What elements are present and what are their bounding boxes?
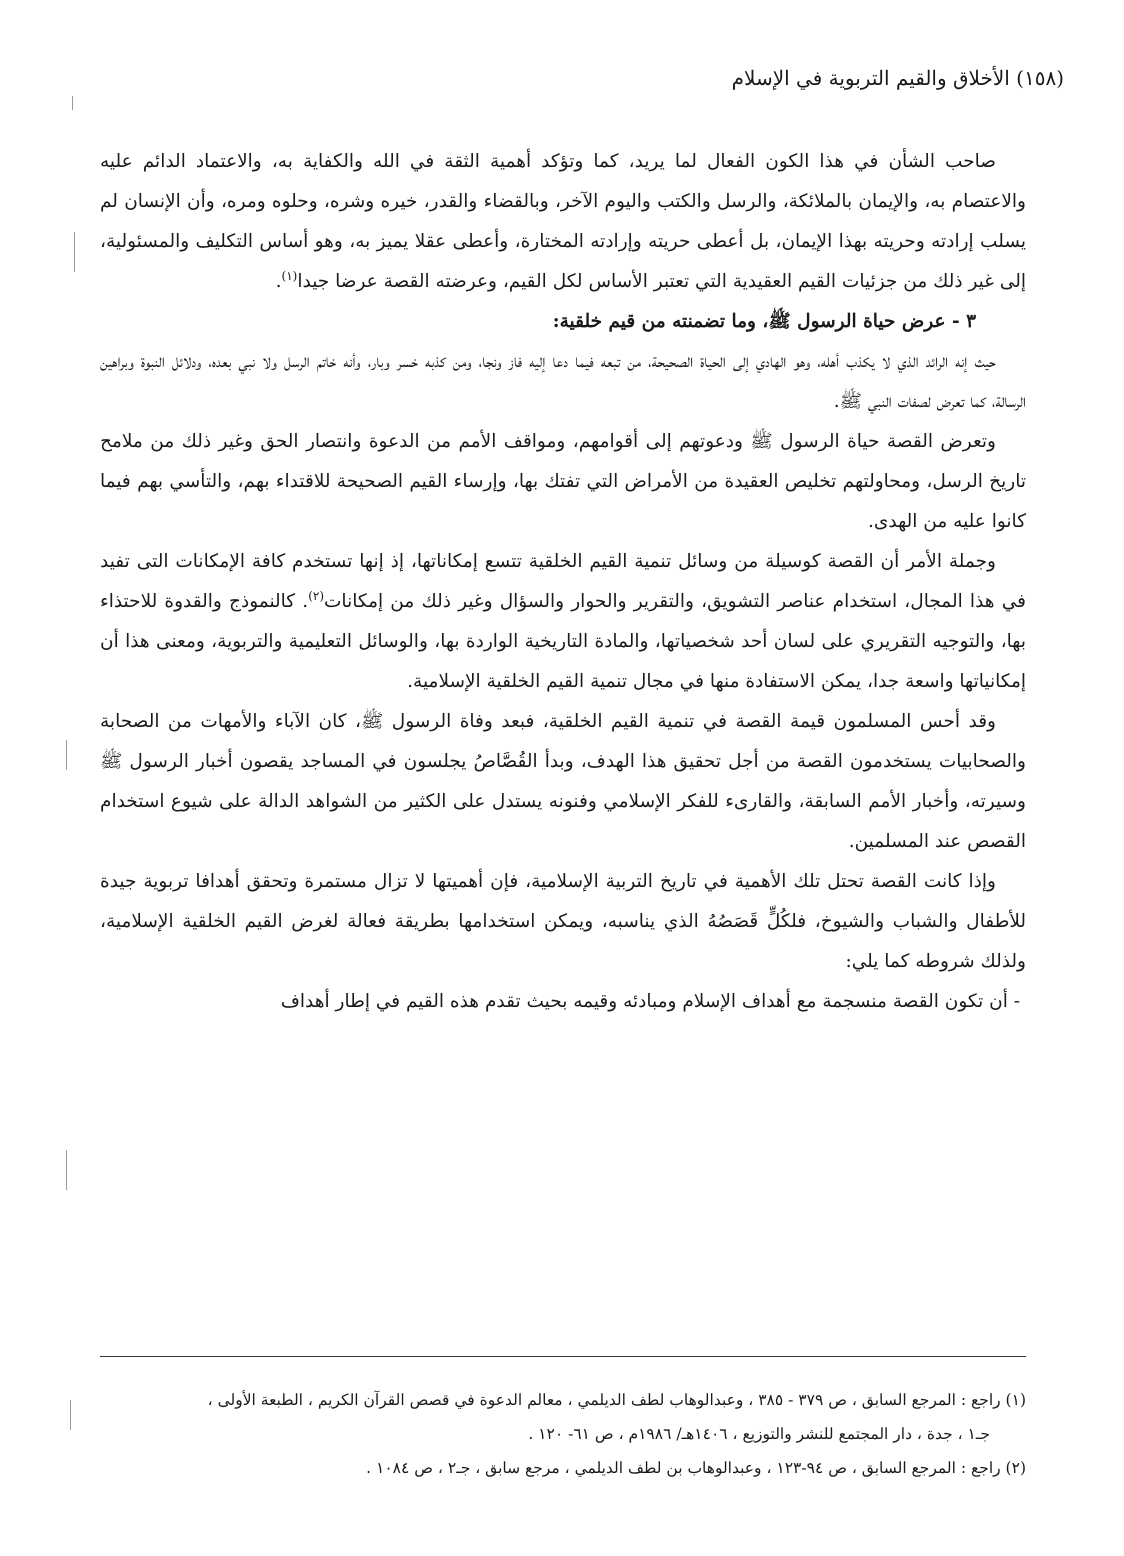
book-title: الأخلاق والقيم التربوية في الإسلام (731, 66, 1010, 90)
scan-mark (66, 740, 67, 770)
section-heading: ٣ - عرض حياة الرسول ﷺ، وما تضمنته من قيم خلقية: (552, 311, 976, 332)
paragraph: وجملة الأمر أن القصة كوسيلة من وسائل تنمية القيم الخلقية تتسع إمكاناتها، إذ إنها تستخدم كافة الإمكانات التى تفيد في هذا المجال، استخدام عناصر التشويق، والتقرير والحوار والسؤال وغير ذلك من إمكانات$^{(٢)}$. كالنموذج والقدوة للاحتذاء بها، والتوجيه التقريري على لسان أحد شخصياتها، والمادة التاريخية الواردة بها، والوسائل التعليمية والتربوية، ومعنى هذا أن إمكانياتها واسعة جدا، يمكن الاستفادة منها في مجال تنمية القيم الخلقية الإسلامية. (100, 551, 1026, 692)
paragraph: وقد أحس المسلمون قيمة القصة في تنمية القيم الخلقية، فبعد وفاة الرسول ﷺ، كان الآباء والأمهات من الصحابة والصحابيات يستخدمون القصة من أجل تحقيق هذا الهدف، وبدأ القُصَّاصُ يجلسون في المساجد يقصون أخبار الرسول ﷺ وسيرته، وأخبار الأمم السابقة، والقارىء للفكر الإسلامي وفنونه يستدل على الكثير من الشواهد الدالة على شيوع استخدام القصص عند المسلمين. (100, 711, 1026, 852)
footnote-1-continuation: جـ١ ، جدة ، دار المجتمع للنشر والتوزيع ، ١٤٠٦هـ/ ١٩٨٦م ، ص ٦١- ١٢٠ . (528, 1425, 990, 1443)
scan-mark (74, 232, 75, 272)
scan-mark (70, 1400, 71, 1430)
footnote-ref: (١) (281, 268, 298, 283)
running-header (244, 66, 1064, 90)
paragraph: صاحب الشأن في هذا الكون الفعال لما يريد، كما وتؤكد أهمية الثقة في الله والكفاية به، والاعتماد الدائم عليه والاعتصام به، والإيمان بالملائكة، والرسل والكتب واليوم الآخر، وبالقضاء والقدر، خيره وشره، وحلوه ومره، وأن الإنسان لم يسلب إرادته وحريته بهذا الإيمان، بل أعطى حريته وإرادته المختارة، وأعطى عقلا يميز به، وهو أساس التكليف والمسئولية، إلى غير ذلك من جزئيات القيم العقيدية التي تعتبر الأساس لكل القيم، وعرضته القصة عرضا جيدا$^{(١)}$. (100, 151, 1026, 292)
footnote-2: (٢) راجع : المرجع السابق ، ص ٩٤-١٢٣ ، وعبدالوهاب بن لطف الديلمي ، مرجع سابق ، جـ٢ ، ص ١٠٨٤ . (366, 1459, 1026, 1477)
page-number: (١٥٨) (1016, 66, 1064, 90)
paragraph: وتعرض القصة حياة الرسول ﷺ ودعوتهم إلى أقوامهم، ومواقف الأمم من الدعوة وانتصار الحق وغير ذلك من ملامح تاريخ الرسل، ومحاولتهم تخليص العقيدة من الأمراض التي تفتك بها، وإرساء القيم الصحيحة للاقتداء بهم، والتأسي بهم فيما كانوا عليه من الهدى. (100, 431, 1026, 532)
paragraph: وإذا كانت القصة تحتل تلك الأهمية في تاريخ التربية الإسلامية، فإن أهميتها لا تزال مستمرة وتحقق أهدافا تربوية جيدة للأطفال والشباب والشيوخ، فلكُلٍّ قَصَصُهُ الذي يناسبه، ويمكن استخدامها بطريقة فعالة لغرض القيم الخلقية الإسلامية، ولذلك شروطه كما يلي: (100, 871, 1026, 972)
footnote-divider (100, 1356, 1026, 1357)
footnotes (100, 1383, 1026, 1485)
scan-mark (66, 1150, 67, 1190)
scan-mark (72, 96, 73, 110)
body-text (100, 142, 1026, 1022)
paragraph: حيث إنه الرائد الذي لا يكذب أهله، وهو الهادي إلى الحياة الصحيحة، من تبعه فيما دعا إليه فاز ونجا، ومن كذبه خسر وبار، وأنه خاتم الرسل ولا نبي بعده، ودلائل النبوة وبراهين الرسالة، كما تعرض لصفات النبي ﷺ. (100, 351, 1026, 412)
footnote-ref: (٢) (308, 588, 325, 603)
list-item: - أن تكون القصة منسجمة مع أهداف الإسلام ومبادئه وقيمه بحيث تقدم هذه القيم في إطار أهداف (280, 991, 1020, 1012)
footnote-1: (١) راجع : المرجع السابق ، ص ٣٧٩ - ٣٨٥ ، وعبدالوهاب لطف الديلمي ، معالم الدعوة في قصص القرآن الكريم ، الطبعة الأولى ، (207, 1391, 1026, 1409)
